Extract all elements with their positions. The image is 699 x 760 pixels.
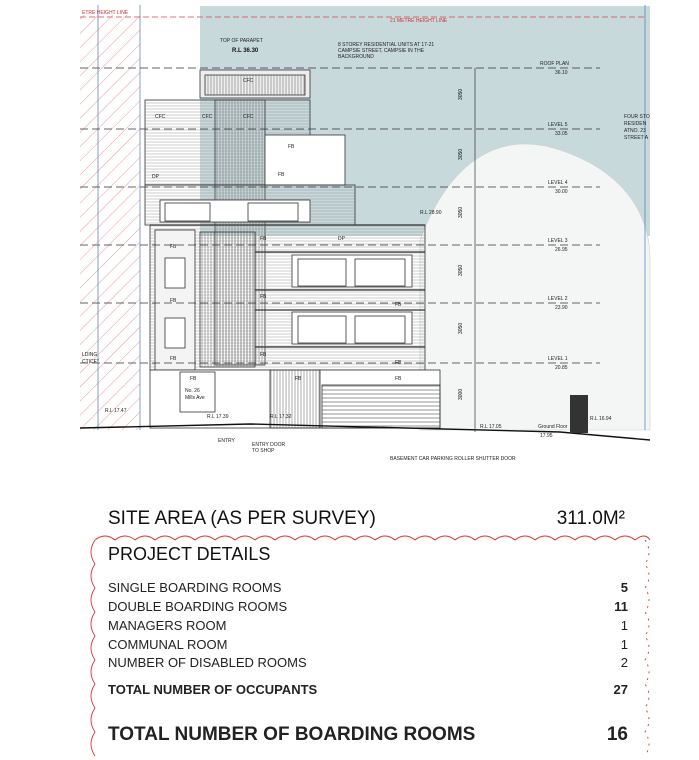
- svg-text:Ground Floor: Ground Floor: [538, 424, 568, 430]
- svg-text:3050: 3050: [458, 264, 464, 276]
- row-single: SINGLE BOARDING ROOMS 5: [108, 580, 628, 595]
- left-setback-hatch: [80, 15, 140, 430]
- svg-text:3050: 3050: [458, 88, 464, 100]
- svg-text:FB: FB: [395, 360, 402, 366]
- svg-text:DP: DP: [152, 174, 159, 180]
- svg-text:3050: 3050: [458, 148, 464, 160]
- right-note-4: STREET A: [624, 135, 649, 141]
- svg-text:36.10: 36.10: [555, 70, 568, 76]
- svg-text:FB: FB: [170, 244, 177, 250]
- svg-text:33.05: 33.05: [555, 131, 568, 137]
- svg-text:CFC: CFC: [243, 114, 254, 120]
- rl-entry-label: R.L 17.39: [207, 414, 229, 420]
- height-line-label: 21 METRE HEIGHT LINE: [390, 18, 448, 24]
- right-note-2: RESIDEN: [624, 121, 647, 127]
- site-area-value: 311.0M²: [556, 508, 625, 529]
- neighbour-note-3: BACKGROUND: [338, 54, 374, 60]
- site-area-label: SITE AREA (AS PER SURVEY): [108, 508, 376, 529]
- svg-text:LEVEL 4: LEVEL 4: [548, 180, 568, 186]
- svg-text:23.90: 23.90: [555, 305, 568, 311]
- svg-text:FB: FB: [260, 236, 267, 242]
- svg-text:FB: FB: [395, 376, 402, 382]
- left-note-1: LDING: [82, 352, 98, 358]
- svg-text:CFC: CFC: [243, 78, 254, 84]
- svg-text:LEVEL 2: LEVEL 2: [548, 296, 568, 302]
- row-double: DOUBLE BOARDING ROOMS 11: [108, 599, 628, 614]
- row-occupants: TOTAL NUMBER OF OCCUPANTS 27: [108, 682, 628, 697]
- rl-door-label: R.L 17.32: [270, 414, 292, 420]
- svg-text:FB: FB: [260, 294, 267, 300]
- svg-text:FB: FB: [260, 352, 267, 358]
- right-note-1: FOUR STO: [624, 114, 650, 120]
- top-parapet-label: TOP OF PARAPET: [220, 38, 263, 44]
- street-no-1: No. 26: [185, 388, 200, 394]
- neighbour-wall-right: [570, 395, 588, 433]
- left-note-2: CTICE*: [82, 359, 99, 365]
- row-total-rooms: TOTAL NUMBER OF BOARDING ROOMS 16: [108, 724, 628, 745]
- rl-top-label: R.L 36.30: [232, 48, 259, 54]
- row-communal: COMMUNAL ROOM 1: [108, 637, 628, 652]
- svg-text:FB: FB: [190, 376, 197, 382]
- entry-door-label-2: TO SHOP: [252, 448, 275, 454]
- neighbour-note-2: CAMPSIE STREET, CAMPSIE IN THE: [338, 48, 425, 54]
- svg-text:LEVEL 5: LEVEL 5: [548, 122, 568, 128]
- svg-text:FB: FB: [288, 144, 295, 150]
- rl-mid-label: R.L 28.90: [420, 210, 442, 216]
- basement-label: BASEMENT CAR PARKING ROLLER SHUTTER DOOR: [390, 456, 516, 462]
- svg-text:LEVEL 3: LEVEL 3: [548, 238, 568, 244]
- rl-left-label: R.L 17.47: [105, 408, 127, 414]
- rl-right-label: R.L 16.94: [590, 416, 612, 422]
- street-no-2: Mills Ave: [185, 395, 205, 401]
- rl-gf-label: R.L 17.05: [480, 424, 502, 430]
- svg-text:FB: FB: [395, 302, 402, 308]
- row-managers: MANAGERS ROOM 1: [108, 618, 628, 633]
- entry-door-label-1: ENTRY DOOR: [252, 442, 286, 448]
- svg-text:FB: FB: [170, 356, 177, 362]
- svg-text:FB: FB: [278, 172, 285, 178]
- svg-text:3050: 3050: [458, 206, 464, 218]
- svg-text:FB: FB: [170, 298, 177, 304]
- svg-text:LEVEL 1: LEVEL 1: [548, 356, 568, 362]
- svg-text:20.85: 20.85: [555, 365, 568, 371]
- svg-text:17.95: 17.95: [540, 433, 553, 439]
- svg-text:30.00: 30.00: [555, 189, 568, 195]
- svg-text:CFC: CFC: [155, 114, 166, 120]
- svg-text:ROOF PLAN: ROOF PLAN: [540, 61, 569, 67]
- svg-text:3000: 3000: [458, 388, 464, 400]
- project-details-panel: [0, 470, 699, 757]
- svg-text:3050: 3050: [458, 322, 464, 334]
- svg-text:FB: FB: [295, 376, 302, 382]
- right-note-3: ATNO. 23: [624, 128, 646, 134]
- svg-text:CFC: CFC: [202, 114, 213, 120]
- svg-text:DP: DP: [338, 236, 345, 242]
- svg-text:26.95: 26.95: [555, 247, 568, 253]
- project-details-heading: PROJECT DETAILS: [108, 544, 271, 564]
- row-disabled: NUMBER OF DISABLED ROOMS 2: [108, 655, 628, 670]
- height-line-left-label: ETRE HEIGHT LINE: [82, 10, 129, 16]
- neighbour-note-1: 8 STOREY RESIDENTIAL UNITS AT 17-21: [338, 42, 435, 48]
- entry-label: ENTRY: [218, 438, 235, 444]
